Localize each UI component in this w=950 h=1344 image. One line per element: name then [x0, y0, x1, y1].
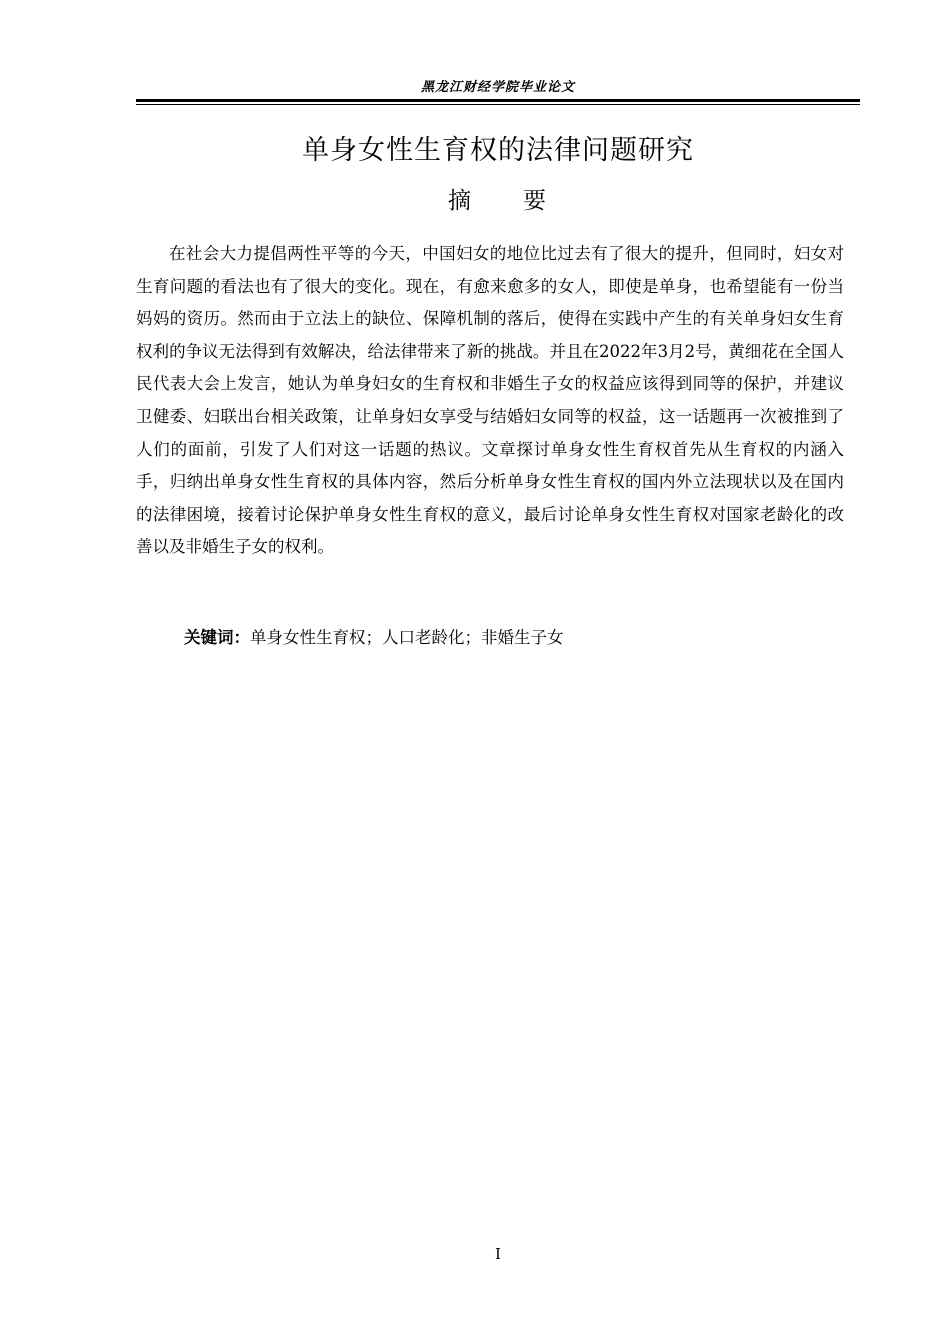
document-title: 单身女性生育权的法律问题研究	[302, 135, 694, 166]
page-header	[136, 78, 860, 104]
page-number: I	[495, 1245, 501, 1263]
keywords-value: 单身女性生育权；人口老龄化；非婚生子女	[250, 628, 564, 647]
keywords-label: 关键词：	[184, 628, 250, 647]
header-rule-thick	[136, 99, 860, 102]
abstract-heading: 摘 要	[448, 188, 548, 214]
abstract-paragraph: 在社会大力提倡两性平等的今天，中国妇女的地位比过去有了很大的提升，但同时，妇女对生育问题的看法也有了很大的变化。现在，有愈来愈多的女人，即使是单身，也希望能有一份当妈妈的资历。然而由于立法上的缺位、保障机制的落后，使得在实践中产生的有关单身妇女生育权利的争议无法得到有效解决，给法律带来了新的挑战。并且在2022年3月2号，黄细花在全国人民代表大会上发言，她认为单身妇女的生育权和非婚生子女的权益应该得到同等的保护，并建议卫健委、妇联出台相关政策，让单身妇女享受与结婚妇女同等的权益，这一话题再一次被推到了人们的面前，引发了人们对这一话题的热议。文章探讨单身女性生育权首先从生育权的内涵入手，归纳出单身女性生育权的具体内容，然后分析单身女性生育权的国内外立法现状以及在国内的法律困境，接着讨论保护单身女性生育权的意义，最后讨论单身女性生育权对国家老龄化的改善以及非婚生子女的权利。	[136, 244, 844, 557]
keywords-line	[184, 624, 564, 652]
header-rule-thin	[136, 104, 860, 105]
header-institution: 黑龙江财经学院毕业论文	[420, 80, 575, 95]
